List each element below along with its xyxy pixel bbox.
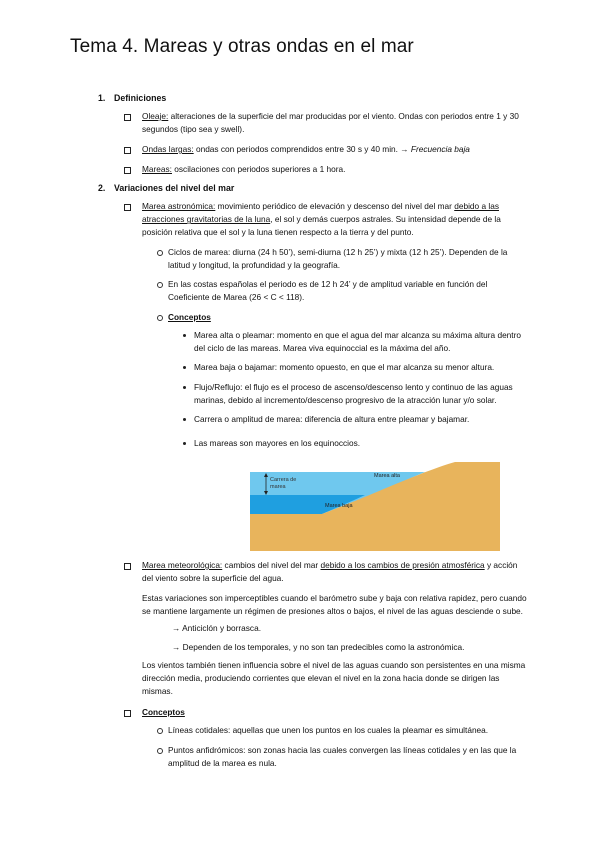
definition-oleaje <box>142 110 582 136</box>
section-title: Variaciones del nivel del mar <box>114 183 235 193</box>
text: Carrera o amplitud de marea: diferencia de altura entre pleamar y bajamar. <box>194 414 470 424</box>
text: → Dependen de los temporales, y no son tan predecibles como la astronómica. <box>172 642 465 652</box>
square-bullet-icon <box>124 147 131 154</box>
text: del ciclo de las mareas. Marea viva equinoccial es la máxima del año. <box>194 343 451 354</box>
text: alteraciones de la superficie del mar producidas por el viento. Ondas con periodos entre 1 y 30 <box>168 111 519 121</box>
bullet-dot-icon <box>183 442 186 445</box>
concept-lineas-cotidales <box>168 724 588 737</box>
bullet-dot-icon <box>183 386 186 389</box>
section-heading-definiciones <box>98 93 166 103</box>
label-marea-baja: Marea baja <box>325 503 353 509</box>
definition-ondas-largas <box>142 143 582 156</box>
bullet-dot-icon <box>183 418 186 421</box>
term-marea-meteorologica: Marea meteorológica: <box>142 560 223 570</box>
circle-bullet-icon <box>157 282 163 288</box>
circle-bullet-icon <box>157 315 163 321</box>
text: amplitud de la marea es nula. <box>168 758 277 769</box>
bullet-dot-icon <box>183 334 186 337</box>
underlined-text: Conceptos <box>142 707 185 717</box>
tide-diagram <box>250 462 500 551</box>
label-carrera-de-marea: Carrera de <box>270 477 297 483</box>
label-marea-alta: Marea alta <box>374 473 400 479</box>
underlined-text: Conceptos <box>168 312 211 322</box>
square-bullet-icon <box>124 114 131 121</box>
text: → Anticiclón y borrasca. <box>172 623 261 633</box>
underlined-text: debido a los cambios de presión atmosférica <box>320 560 485 570</box>
circle-bullet-icon <box>157 250 163 256</box>
marea-meteorologica-paragraph <box>142 559 587 585</box>
conceptos2-heading <box>142 706 185 719</box>
costas-espanolas <box>168 278 588 304</box>
circle-bullet-icon <box>157 748 163 754</box>
concept-equinoccios <box>194 437 589 450</box>
text: Líneas cotidales: aquellas que unen los puntos en los cuales la pleamar es simultánea. <box>168 725 489 735</box>
section-number: 2. <box>98 183 106 193</box>
bullet-dot-icon <box>183 366 186 369</box>
arrow-note-anticiclon <box>172 622 261 635</box>
section-title: Definiciones <box>114 93 167 103</box>
term-mareas: Mareas: <box>142 164 172 174</box>
term-marea-astronomica: Marea astronómica: <box>142 201 216 211</box>
vientos-paragraph <box>142 659 592 699</box>
concept-puntos-anfidromicos <box>168 744 588 770</box>
marea-astronomica-paragraph <box>142 200 582 240</box>
text: Marea alta o pleamar: momento en que el agua del mar alcanza su máxima altura dentro <box>194 330 521 340</box>
label-carrera-de-marea-2: marea <box>270 484 286 490</box>
term-ondas-largas: Ondas largas: <box>142 144 194 154</box>
text: y acción <box>484 560 518 570</box>
circle-bullet-icon <box>157 728 163 734</box>
text: Marea baja o bajamar: momento opuesto, en que el mar alcanza su menor altura. <box>194 362 495 372</box>
term-oleaje: Oleaje: <box>142 111 169 121</box>
text: Flujo/Reflujo: el flujo es el proceso de ascenso/descenso lento y continuo de las aguas <box>194 382 513 392</box>
text: del viento sobre la superficie del agua. <box>142 573 284 584</box>
text: Las mareas son mayores en los equinoccios. <box>194 438 361 448</box>
section-heading-variaciones <box>98 183 234 193</box>
text: oscilaciones con periodos superiores a 1 hora. <box>171 164 346 174</box>
text: se mantiene largamente un régimen de presiones altos o bajos, el nivel de las aguas desciende o sube. <box>142 606 523 617</box>
concept-marea-alta <box>194 329 589 355</box>
square-bullet-icon <box>124 204 131 211</box>
variaciones-paragraph <box>142 592 592 618</box>
text: latitud y longitud, la profundidad y la geografía. <box>168 260 341 271</box>
underlined-text: debido a las <box>454 201 499 211</box>
text: marinas, debido al incremento/descenso progresivo de la atracción lunar y/o solar. <box>194 395 497 406</box>
page-title: Tema 4. Mareas y otras ondas en el mar <box>70 36 414 57</box>
concept-flujo-reflujo <box>194 381 589 407</box>
text: cambios del nivel del mar <box>222 560 321 570</box>
conceptos-heading <box>168 311 211 324</box>
text: , el sol y demás cuerpos astrales. Su intensidad depende de la <box>270 214 501 225</box>
concept-marea-baja <box>194 361 589 374</box>
square-bullet-icon <box>124 167 131 174</box>
arrow-note-temporales <box>172 641 464 654</box>
underlined-text: atracciones gravitatorias de la luna <box>142 214 271 225</box>
text: En las costas españolas el periodo es de 12 h 24’ y de amplitud variable en función del <box>168 279 488 289</box>
text: Puntos anfidrómicos: son zonas hacia las cuales convergen las líneas cotidales y en las que la <box>168 745 517 755</box>
text: dirección media, produciendo corrientes que elevan el nivel en la zona hacia donde se dirigen las <box>142 673 500 684</box>
text: movimiento periódico de elevación y descenso del nivel del mar <box>215 201 455 211</box>
text: segundos (tipo sea y swell). <box>142 124 245 135</box>
ciclos-de-marea <box>168 246 588 272</box>
square-bullet-icon <box>124 710 131 717</box>
definition-mareas <box>142 163 582 176</box>
text: ondas con periodos comprendidos entre 30 s y 40 min. → <box>193 144 411 154</box>
text: Ciclos de marea: diurna (24 h 50’), semi-diurna (12 h 25’) y mixta (12 h 25’). Dependen de la <box>168 247 508 257</box>
text: posición relativa que el sol y la luna tienen respecto a la tierra y del punto. <box>142 227 414 238</box>
italic-text: Frecuencia baja <box>410 144 470 154</box>
text: Coeficiente de Marea (26 < C < 118). <box>168 292 305 303</box>
text: Estas variaciones son imperceptibles cuando el barómetro sube y baja con relativa rapidez, pero cuando <box>142 593 527 603</box>
text: Los vientos también tienen influencia sobre el nivel de las aguas cuando son persistentes en una misma <box>142 660 526 670</box>
text: mismas. <box>142 686 173 697</box>
concept-carrera <box>194 413 589 426</box>
square-bullet-icon <box>124 563 131 570</box>
section-number: 1. <box>98 93 106 103</box>
